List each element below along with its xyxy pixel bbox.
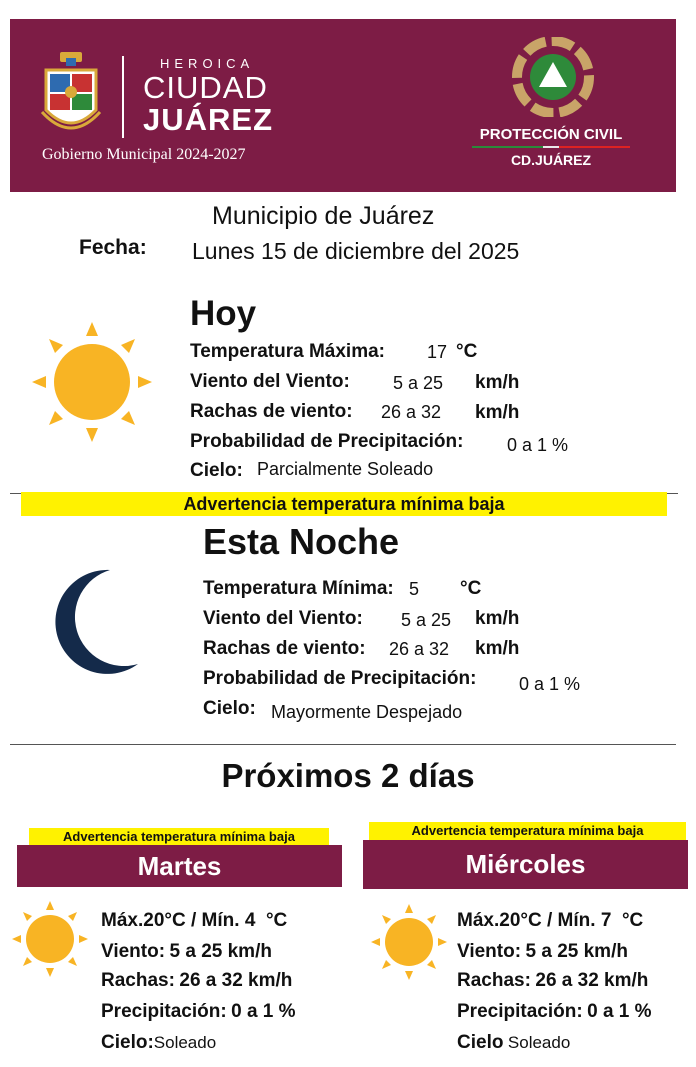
day2-sep: / bbox=[541, 910, 558, 931]
noche-viento-value: 5 a 25 bbox=[401, 610, 452, 630]
day1-max-label: Máx. bbox=[101, 910, 144, 931]
hoy-rachas-label: Rachas de viento: bbox=[190, 401, 353, 422]
header-heroica: HEROICA bbox=[160, 56, 255, 71]
day2-min: 7 °C bbox=[600, 910, 644, 931]
moon-icon bbox=[50, 568, 142, 676]
hoy-precip-label: Probabilidad de Precipitación: bbox=[190, 431, 464, 452]
day1-name: Martes bbox=[17, 845, 342, 887]
day2-max-label: Máx. bbox=[457, 910, 500, 931]
day2-viento-value: 5 a 25 km/h bbox=[525, 941, 628, 962]
pc-name: PROTECCIÓN CIVIL bbox=[479, 126, 623, 143]
day2-rachas-label: Rachas: bbox=[457, 970, 531, 991]
noche-rachas-label: Rachas de viento: bbox=[203, 638, 366, 659]
proximos-title: Próximos 2 días bbox=[221, 757, 475, 794]
day1-min-label: Mín. bbox=[201, 910, 240, 931]
noche-rachas-value: 26 a 32 bbox=[389, 639, 450, 659]
day1-rachas-value: 26 a 32 km/h bbox=[179, 970, 293, 991]
day1-warning: Advertencia temperatura mínima baja bbox=[29, 828, 329, 845]
pc-flag-line bbox=[472, 146, 630, 148]
hoy-rachas-value: 26 a 32 bbox=[381, 402, 442, 422]
day1-sun-icon bbox=[11, 900, 89, 978]
hoy-cielo-label: Cielo: bbox=[190, 460, 243, 481]
header-ciudad: CIUDAD bbox=[143, 70, 268, 105]
day1-viento bbox=[101, 941, 272, 963]
pc-city: CD.JUÁREZ bbox=[510, 152, 592, 168]
day1-temps bbox=[101, 910, 287, 932]
header-divider bbox=[122, 56, 124, 138]
proteccion-civil-logo bbox=[505, 37, 601, 117]
noche-temp-unit: °C bbox=[460, 578, 482, 599]
day1-cielo bbox=[101, 1032, 216, 1054]
hoy-temp-unit: °C bbox=[456, 341, 478, 362]
day1-min: 4 °C bbox=[244, 910, 288, 931]
hoy-temp-label: Temperatura Máxima: bbox=[190, 341, 385, 362]
day1-sep: / bbox=[185, 910, 202, 931]
day2-viento bbox=[457, 941, 628, 963]
hoy-title: Hoy bbox=[190, 294, 257, 333]
noche-viento-label: Viento del Viento: bbox=[203, 608, 363, 629]
day2-precip bbox=[457, 1001, 652, 1023]
noche-cielo-label: Cielo: bbox=[203, 698, 256, 719]
day2-cielo-label: Cielo bbox=[457, 1032, 504, 1053]
day2-temps bbox=[457, 910, 643, 932]
day2-warning: Advertencia temperatura mínima baja bbox=[369, 822, 686, 840]
city-crest-logo bbox=[40, 52, 102, 138]
noche-title: Esta Noche bbox=[203, 521, 400, 562]
hoy-precip-value: 0 a 1 % bbox=[507, 435, 569, 455]
hoy-viento-unit: km/h bbox=[475, 372, 520, 393]
hoy-viento-label: Viento del Viento: bbox=[190, 371, 350, 392]
day1-cielo-value: Soleado bbox=[153, 1033, 217, 1052]
noche-temp-value: 5 bbox=[409, 579, 420, 599]
hoy-temp-value: 17 bbox=[427, 342, 448, 362]
day2-precip-value: 0 a 1 % bbox=[587, 1001, 652, 1022]
noche-viento-unit: km/h bbox=[475, 608, 520, 629]
fecha-label: Fecha: bbox=[79, 236, 147, 259]
hoy-rachas-unit: km/h bbox=[475, 402, 520, 423]
noche-divider bbox=[10, 744, 676, 745]
day1-rachas bbox=[101, 970, 292, 992]
day2-precip-label: Precipitación: bbox=[457, 1001, 583, 1022]
day2-viento-label: Viento: bbox=[457, 941, 522, 962]
noche-cielo-value: Mayormente Despejado bbox=[271, 702, 463, 722]
header-gobierno: Gobierno Municipal 2024-2027 bbox=[42, 146, 246, 163]
day2-rachas-value: 26 a 32 km/h bbox=[535, 970, 649, 991]
day2-sun-icon bbox=[370, 903, 448, 981]
hoy-viento-value: 5 a 25 bbox=[393, 373, 444, 393]
day1-rachas-label: Rachas: bbox=[101, 970, 175, 991]
noche-rachas-unit: km/h bbox=[475, 638, 520, 659]
day1-cielo-label: Cielo: bbox=[101, 1032, 154, 1053]
day1-precip bbox=[101, 1001, 296, 1023]
day2-cielo-value: Soleado bbox=[507, 1033, 571, 1052]
noche-temp-label: Temperatura Mínima: bbox=[203, 578, 394, 599]
day2-name: Miércoles bbox=[363, 840, 688, 889]
day1-viento-label: Viento: bbox=[101, 941, 166, 962]
fecha-value: Lunes 15 de diciembre del 2025 bbox=[192, 238, 520, 264]
hoy-cielo-value: Parcialmente Soleado bbox=[257, 459, 434, 479]
day1-viento-value: 5 a 25 km/h bbox=[169, 941, 272, 962]
day2-cielo bbox=[457, 1032, 570, 1054]
municipio-title: Municipio de Juárez bbox=[212, 202, 435, 230]
day2-rachas bbox=[457, 970, 648, 992]
day1-precip-label: Precipitación: bbox=[101, 1001, 227, 1022]
noche-precip-label: Probabilidad de Precipitación: bbox=[203, 668, 477, 689]
day1-precip-value: 0 a 1 % bbox=[231, 1001, 296, 1022]
day2-max: 20°C bbox=[499, 910, 542, 931]
sun-icon bbox=[30, 320, 154, 444]
header-juarez: JUÁREZ bbox=[143, 102, 274, 137]
noche-precip-value: 0 a 1 % bbox=[519, 674, 581, 694]
day2-min-label: Mín. bbox=[557, 910, 596, 931]
warning-banner: Advertencia temperatura mínima baja bbox=[21, 492, 667, 516]
day1-max: 20°C bbox=[143, 910, 186, 931]
